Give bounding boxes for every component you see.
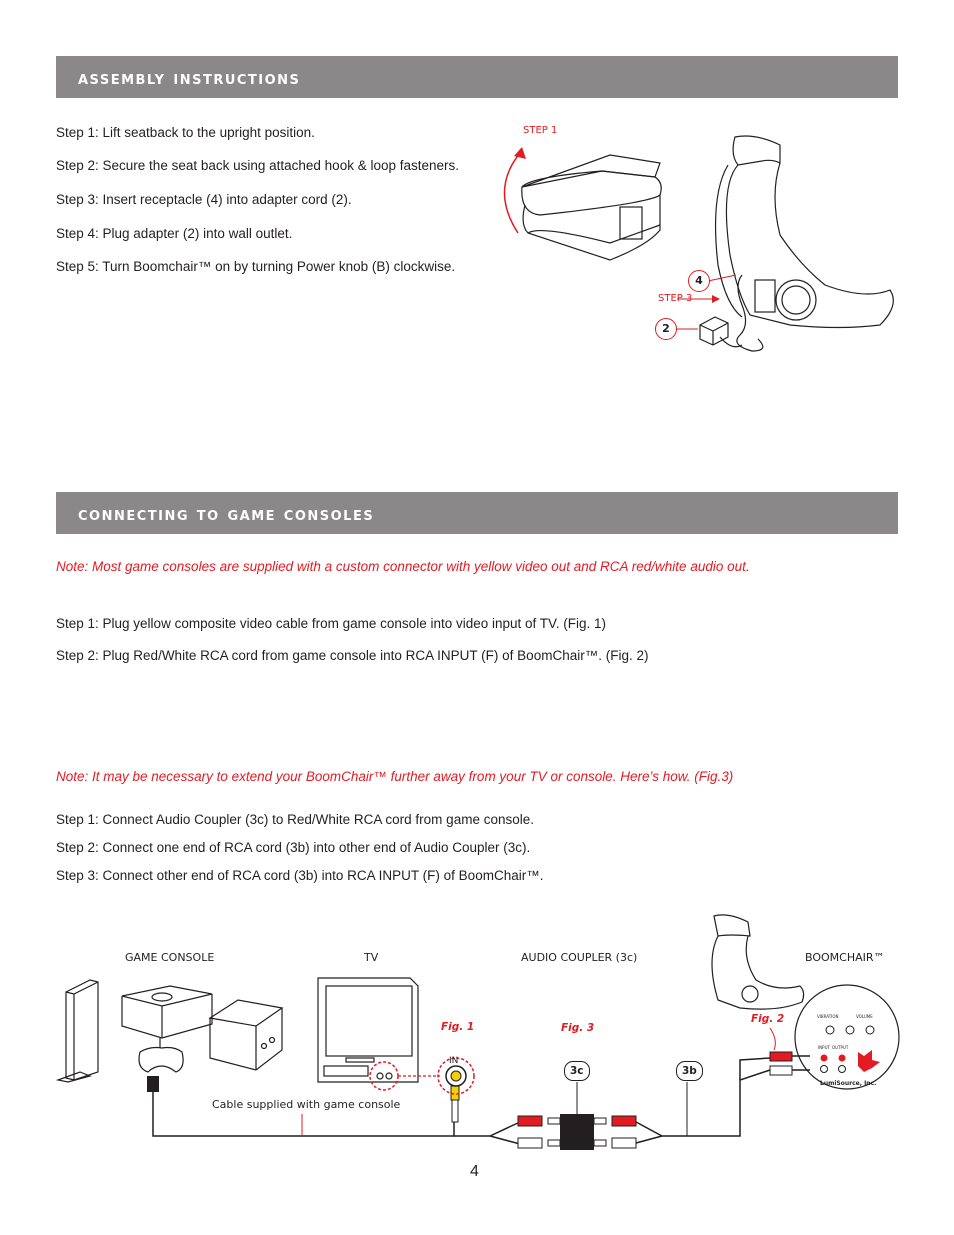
svg-text:OUTPUT: OUTPUT — [832, 1045, 849, 1050]
tv-label: TV — [364, 951, 379, 964]
connection-diagram — [50, 900, 910, 1150]
tv-in-label: IN — [449, 1056, 459, 1066]
fig3-label: Fig. 3 — [561, 1022, 595, 1034]
assembly-step-5: Step 5: Turn Boomchair™ on by turning Power knob (B) clockwise. — [56, 259, 456, 274]
step3-label: STEP 3 — [658, 293, 693, 304]
svg-text:LumiSource, Inc.: LumiSource, Inc. — [820, 1080, 877, 1087]
svg-text:INPUT: INPUT — [818, 1045, 830, 1050]
step1-label: STEP 1 — [523, 125, 558, 136]
consoles-banner: connecting to game consoles — [56, 492, 898, 534]
console-step-2: Step 2: Plug Red/White RCA cord from game console into RCA INPUT (F) of BoomChair™. (Fig. 2) — [56, 648, 649, 663]
boomchair-label: BOOMCHAIR™ — [805, 951, 885, 964]
assembly-step-3: Step 3: Insert receptacle (4) into adapter cord (2). — [56, 192, 352, 207]
callout-2: 2 — [655, 318, 677, 340]
callout-3b: 3b — [676, 1061, 703, 1081]
assembly-step-4: Step 4: Plug adapter (2) into wall outlet. — [56, 226, 293, 241]
fig2-label: Fig. 2 — [751, 1013, 785, 1025]
svg-text:VOLUME: VOLUME — [856, 1014, 873, 1019]
note-extend: Note: It may be necessary to extend your BoomChair™ further away from your TV or console. Here’s how. (Fig.3) — [56, 769, 734, 784]
assembly-step-1: Step 1: Lift seatback to the upright position. — [56, 125, 315, 140]
assembly-step-2: Step 2: Secure the seat back using attached hook & loop fasteners. — [56, 158, 460, 173]
console-step-1: Step 1: Plug yellow composite video cable from game console into video input of TV. (Fig. 1) — [56, 616, 607, 631]
note-connectors: Note: Most game consoles are supplied with a custom connector with yellow video out and RCA red/white audio out. — [56, 559, 750, 574]
callout-4: 4 — [688, 270, 710, 292]
svg-text:VIBRATION: VIBRATION — [817, 1014, 839, 1019]
extend-step-3: Step 3: Connect other end of RCA cord (3b) into RCA INPUT (F) of BoomChair™. — [56, 868, 544, 883]
assembly-illustration — [480, 125, 920, 365]
callout-3c: 3c — [564, 1061, 590, 1081]
game-console-label: GAME CONSOLE — [125, 951, 215, 964]
cable-caption: Cable supplied with game console — [212, 1098, 401, 1111]
fig1-label: Fig. 1 — [441, 1021, 475, 1033]
extend-step-1: Step 1: Connect Audio Coupler (3c) to Red/White RCA cord from game console. — [56, 812, 534, 827]
page-number: 4 — [470, 1163, 479, 1180]
assembly-banner: assembly instructions — [56, 56, 898, 98]
audio-coupler-label: AUDIO COUPLER (3c) — [521, 951, 638, 964]
extend-step-2: Step 2: Connect one end of RCA cord (3b) into other end of Audio Coupler (3c). — [56, 840, 531, 855]
